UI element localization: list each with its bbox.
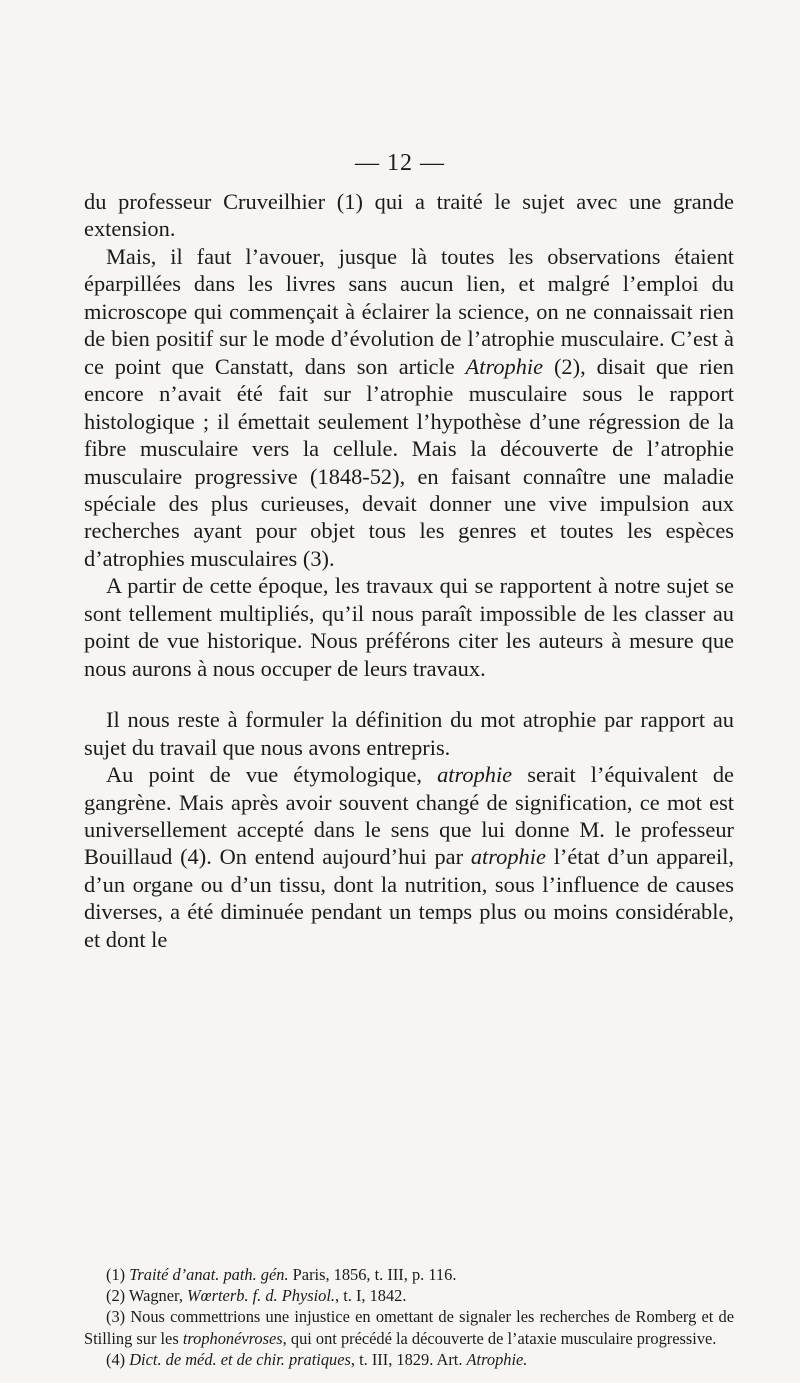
emphasis-atrophie: Atrophie [465,353,544,379]
page-number: — 12 — [355,150,445,176]
footnote-2: (2) Wagner, Wœrterb. f. d. Physiol., t. I, 1842. [106,1286,407,1306]
emphasis-atrophie: atrophie [470,844,546,870]
footnotes [84,1264,734,1370]
footnote-1: (1) Traité d’anat. path. gén. Paris, 1856, t. III, p. 116. [106,1265,457,1284]
body-text [84,188,734,953]
paragraph-2: Mais, il faut l’avouer, jusque là toutes les observations étaient éparpillées dans les livres sans aucun lien, et malgré l’emploi du microscope qui commençait à éclairer la science, on ne connaissait rien de bien positif sur le mode d’évolution de l’atrophie musculaire. C’est à ce point que Canstatt, dans son article Atrophie (2), disait que rien encore n’avait été fait sur l’atrophie musculaire sous le rapport histologique ; il émettait seulement l’hypothèse d’une régression de la fibre musculaire vers la cellule. Mais la découverte de l’atrophie musculaire progressive (1848-52), en faisant connaître une maladie spéciale des plus curieuses, devait donner une vive impulsion aux recherches ayant pour objet tous les genres et toutes les espèces d’atrophies musculaires (3). [84,243,734,571]
footnote-4: (4) Dict. de méd. et de chir. pratiques, t. III, 1829. Art. Atrophie. [106,1349,528,1369]
paragraph-1: du professeur Cruveilhier (1) qui a traité le sujet avec une grande extension. [84,189,734,242]
paragraph-5: Au point de vue étymologique, atrophie serait l’équivalent de gangrène. Mais après avoir souvent changé de signification, ce mot est universellement accepté dans le sens que lui donne M. le professeur Bouillaud (4). On entend aujourd’hui par atrophie l’état d’un appareil, d’un organe ou d’un tissu, dont la nutrition, sous l’influence de causes diverses, a été diminuée pendant un temps plus ou moins considérable, et dont le [84,762,735,952]
paragraph-4: Il nous reste à formuler la définition du mot atrophie par rapport au sujet du travail que nous avons entrepris. [84,707,734,760]
paragraph-3: A partir de cette époque, les travaux qui se rapportent à notre sujet se sont tellement multipliés, qu’il nous paraît impossible de les classer au point de vue historique. Nous préférons citer les auteurs à mesure que nous aurons à nous occuper de leurs travaux. [84,573,734,681]
footnote-3: (3) Nous commettrions une injustice en omettant de signaler les recherches de Romberg et de Stilling sur les trophonévroses, qui ont précédé la découverte de l’ataxie musculaire progressive. [84,1307,734,1348]
emphasis-atrophie: atrophie [437,762,513,788]
